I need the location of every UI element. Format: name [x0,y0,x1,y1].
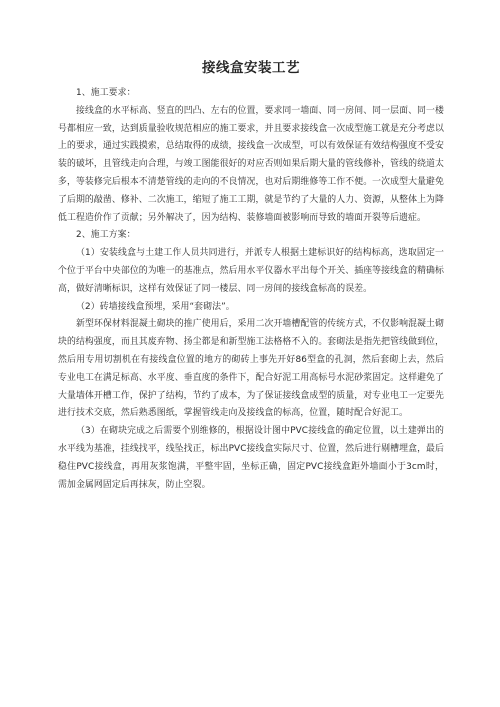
body-paragraph: （1）安装线盒与土建工作人员共同进行，并派专人根据土建标识好的结构标高，选取固定一个位于平台中央部位的为唯一的基准点，然后用水平仪器水平出每个开关、插座等接线盒的精确标高，做好清晰标识，这样有效保证了同一楼层、同一房间的接线盒标高的误差。 [58,248,444,294]
body-paragraph: （2）砖墙接线盒预埋，采用“套砌法”。 [76,301,235,312]
document-page [58,58,444,494]
section-heading: 1、施工要求： [76,88,136,98]
body-paragraph: 新型环保材料混凝土砌块的推广使用后，采用二次开墙槽配管的传统方式，不仅影响混凝土砌块的结构强度，而且其废弃物、扬尘都是和新型施工法格格不入的。套砌法是指先把管线做到位，然后用专用切割机在有接线盒位置的地方的砌砖上事先开好86型盒的孔洞，然后套砌上去，然后专业电工在满足标高、水平度、垂直度的条件下，配合好泥工用高标号水泥砂浆固定。这样避免了大量墙体开槽工作，保护了结构，节约了成本，为了保证接线盒成型的质量，对专业电工一定要先进行技术交底，然后熟悉图纸，掌握管线走向及接线盒的标高，位置，随时配合好泥工。 [58,319,444,419]
section-plan [58,227,444,494]
section-heading: 2、施工方案： [76,230,136,241]
body-paragraph: （3）在砌块完成之后需要个别维修的，根据设计图中PVC接线盒的确定位置，以土建弹出的水平线为基准，挂线找平，线坠找正，标出PVC接线盒实际尺寸、位置，然后进行剔槽埋盒，最后稳住PVC接线盒，再用灰浆饱满，平整牢固，坐标正确，固定PVC接线盒距外墙面小于3cm时，需加金属网固定后再抹灰，防止空裂。 [58,426,444,490]
document-title: 接线盒安装工艺 [202,60,300,76]
section-requirements [58,85,444,227]
body-paragraph: 接线盒的水平标高、竖直的凹凸、左右的位置，要求同一墙面、同一房间、同一层面、同一楼号都相应一致，达到质量验收规范相应的施工要求，并且要求接线盒一次成型施工就是充分考虑以上的要求，通过实践摸索，总结取得的成绩，接线盒一次成型，可以有效保证有效结构强度不受安装的破坏，且管线走向合理，与竣工图能很好的对应否则如果后期大量的管线修补，管线的绕道太多，等装修完后根本不清楚管线的走向的不良情况，也对后期维修等工作不便。一次成型大量避免了后期的敲凿、修补、二次施工，缩短了施工工期，就是节约了大量的人力、资源，从整体上为降低工程造价作了贡献；另外解决了，因为结构、装修墙面被影响而导致的墙面开裂等后遗症。 [58,105,444,223]
